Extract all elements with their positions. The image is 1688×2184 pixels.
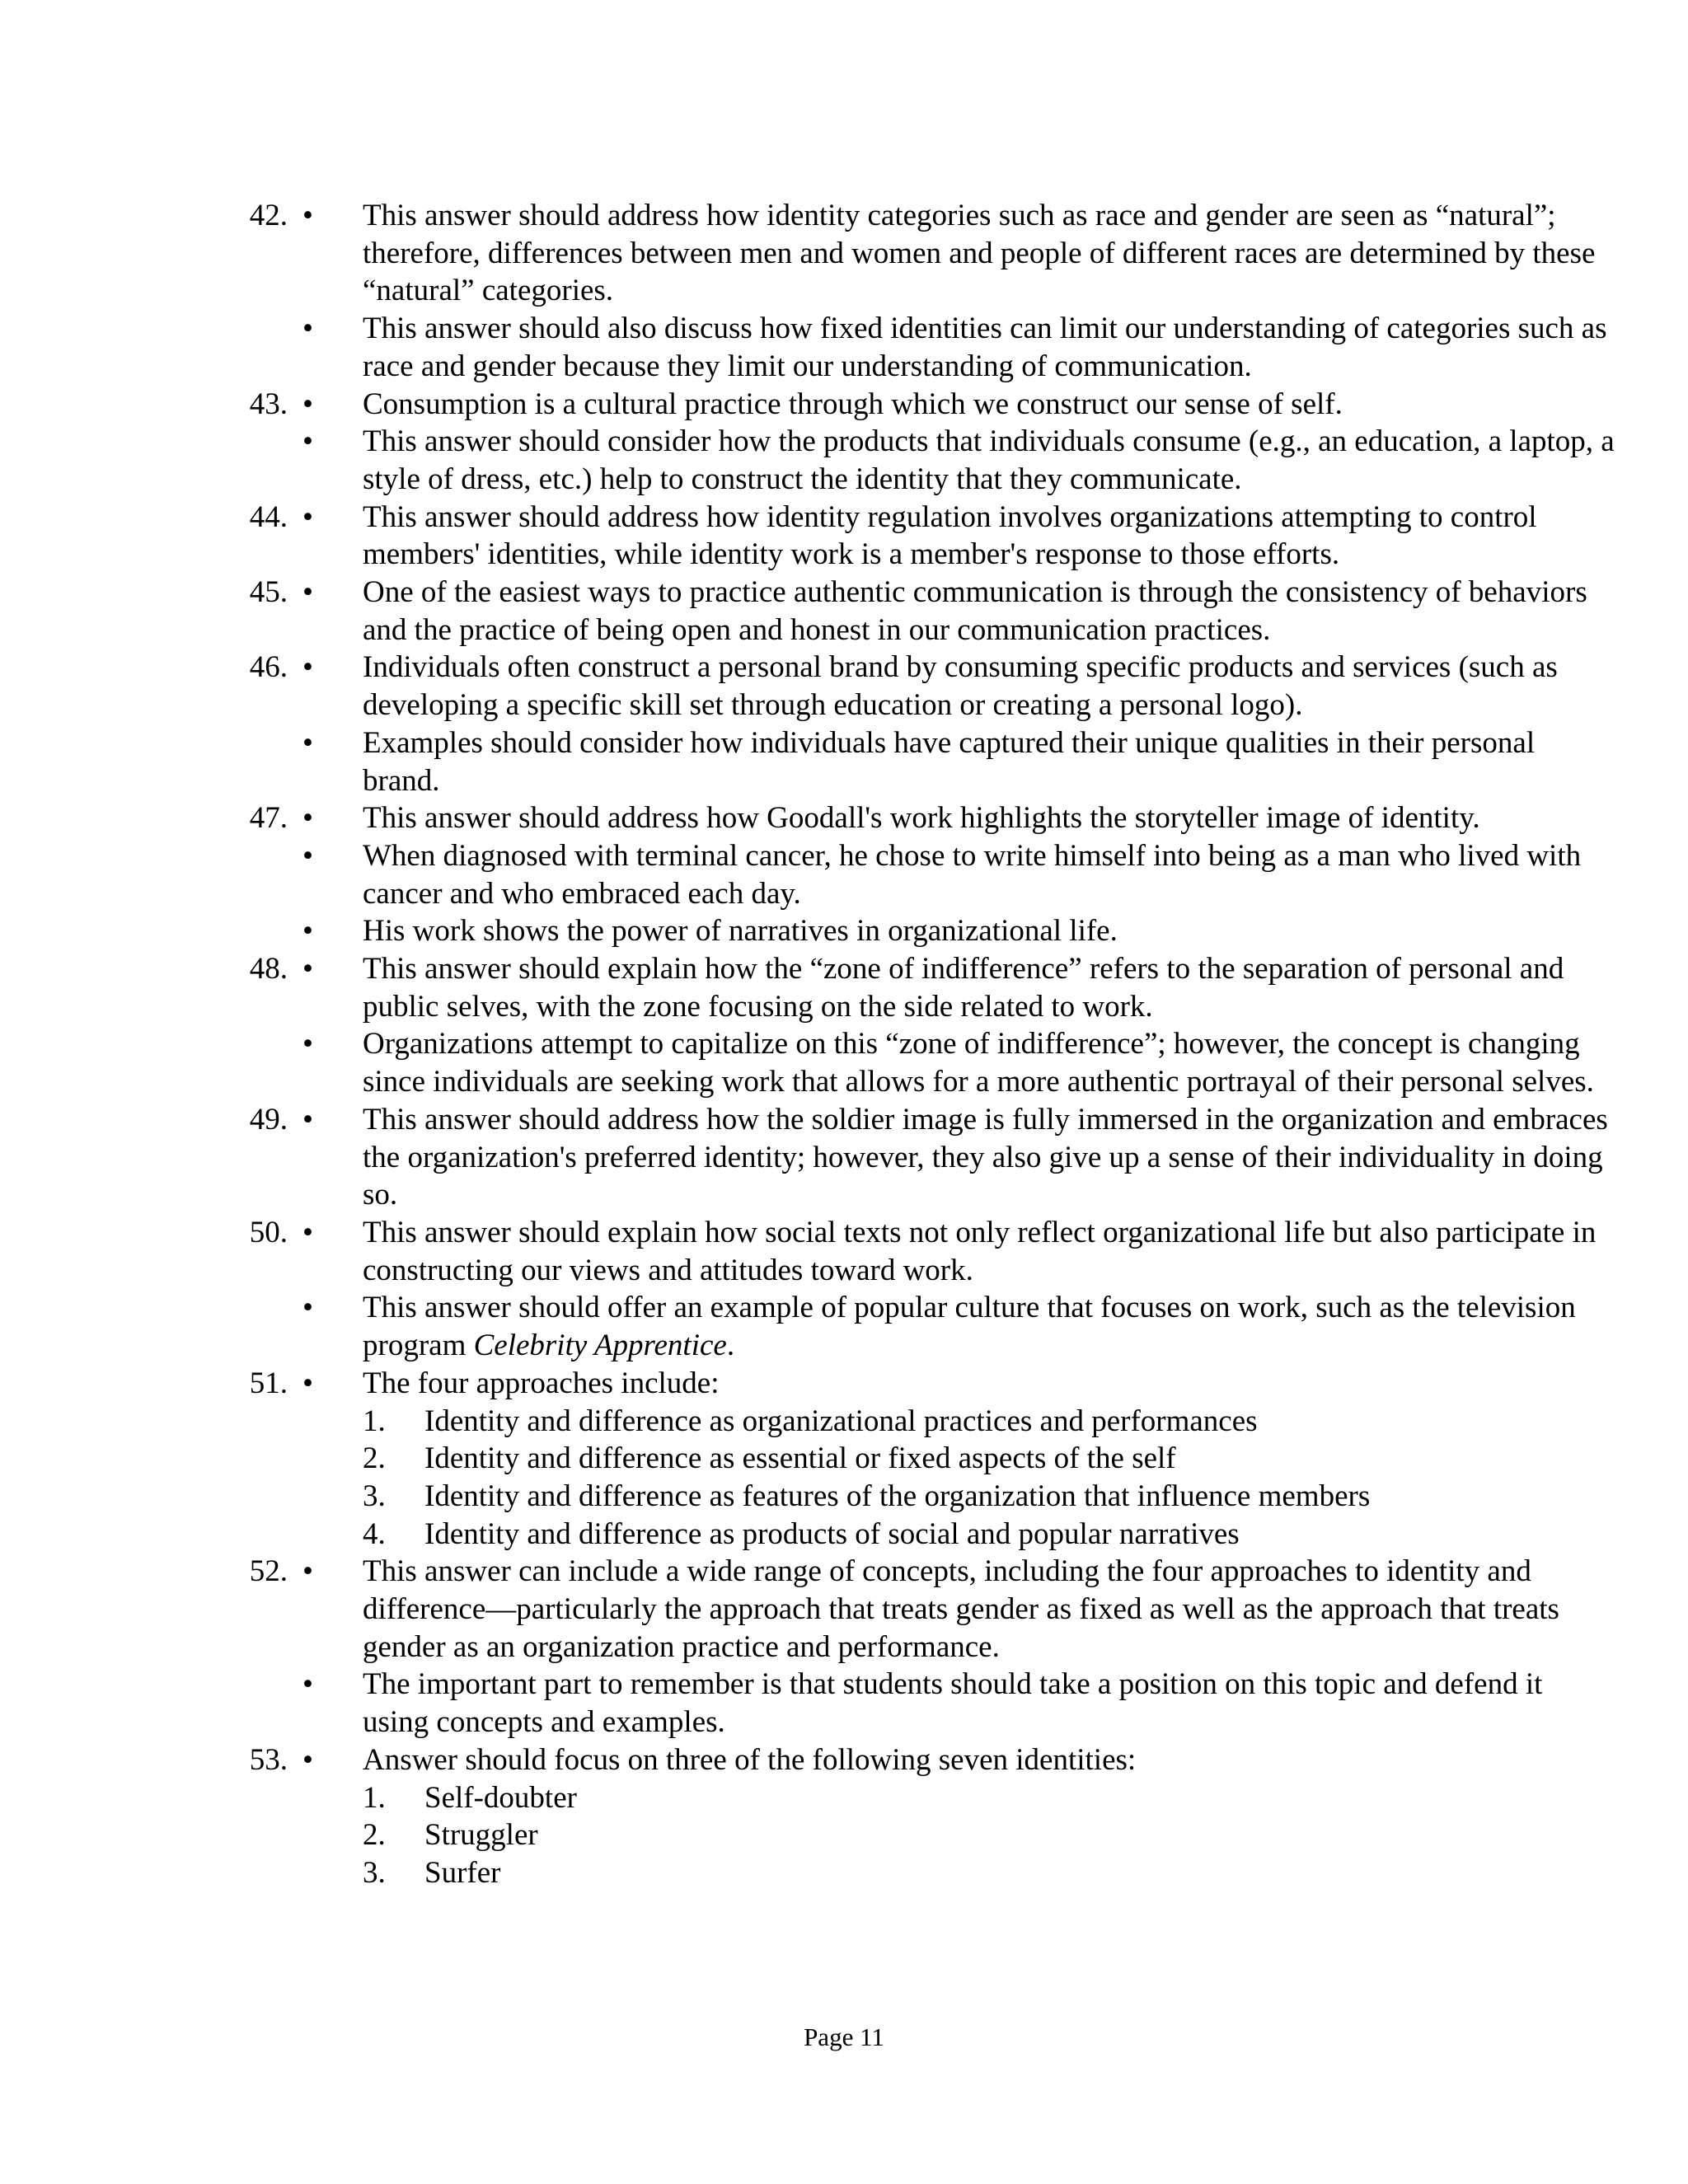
answer-text: This answer should explain how social texts not only reflect organizational life but also participate in constructing our views and attitudes toward work. xyxy=(363,1215,1597,1287)
answer-text: One of the easiest ways to practice authentic communication is through the consistency of behaviors and the practice of being open and honest in our communication practices. xyxy=(363,575,1587,647)
answer-text: His work shows the power of narratives in organizational life. xyxy=(363,914,1118,949)
answer-48-bullet-2 xyxy=(0,1025,1688,1100)
answer-text: Organizations attempt to capitalize on this “zone of indifference”; however, the concept is changing since individuals are seeking work that allows for a more authentic portrayal of their personal selves. xyxy=(363,1027,1594,1099)
bullet-icon: • xyxy=(302,725,313,760)
answer-text: Consumption is a cultural practice through which we construct our sense of self. xyxy=(363,387,1343,421)
list-item-number: 2. xyxy=(363,1818,386,1853)
answer-43-bullet-1 xyxy=(0,386,1688,424)
answer-42-bullet-1 xyxy=(0,197,1688,310)
answer-text: This answer should explain how the “zone of indifference” refers to the separation of personal and public selves, with the zone focusing on the side related to work. xyxy=(363,952,1564,1024)
bullet-icon: • xyxy=(302,199,313,232)
answer-text: Examples should consider how individuals have captured their unique qualities in their personal brand. xyxy=(363,725,1536,798)
answer-52-bullet-1 xyxy=(0,1553,1688,1666)
list-item-text: Identity and difference as organizational practices and performances xyxy=(424,1404,1258,1438)
list-item-text: Surfer xyxy=(424,1855,501,1890)
numbered-list-item xyxy=(0,1440,1688,1478)
answer-49-bullet-1 xyxy=(0,1101,1688,1214)
answer-text: The important part to remember is that students should take a position on this topic and defend it using concepts and examples. xyxy=(363,1667,1543,1740)
bullet-icon: • xyxy=(302,387,313,421)
answer-48-bullet-1 xyxy=(0,950,1688,1025)
answer-number: 48. xyxy=(249,952,288,987)
bullet-icon: • xyxy=(302,1102,313,1137)
answer-text: This answer should address how identity regulation involves organizations attempting to control members' identities, while identity work is a member's response to those efforts. xyxy=(363,499,1537,572)
list-item-number: 3. xyxy=(363,1855,386,1890)
answer-text-suffix: . xyxy=(726,1329,735,1363)
bullet-icon: • xyxy=(302,499,313,534)
answer-50-bullet-1 xyxy=(0,1214,1688,1289)
bullet-icon: • xyxy=(302,312,313,346)
list-item-number: 2. xyxy=(363,1441,386,1476)
answer-text: This answer should also discuss how fixed identities can limit our understanding of categories such as race and gender because they limit our understanding of communication. xyxy=(363,312,1607,383)
numbered-list-item xyxy=(0,1816,1688,1854)
answer-text: Answer should focus on three of the following seven identities: xyxy=(363,1742,1137,1777)
answer-number: 52. xyxy=(249,1554,288,1589)
answer-text: Individuals often construct a personal brand by consuming specific products and services (such as developing a specific skill set through education or creating a personal logo). xyxy=(363,650,1558,723)
answer-44-bullet-1 xyxy=(0,499,1688,574)
answer-text: This answer should address how Goodall's work highlights the storyteller image of identity. xyxy=(363,801,1480,836)
answer-46-bullet-1 xyxy=(0,649,1688,724)
answer-number: 47. xyxy=(249,801,288,836)
answer-text: The four approaches include: xyxy=(363,1366,720,1400)
bullet-icon: • xyxy=(302,1554,313,1589)
answer-46-bullet-2 xyxy=(0,724,1688,799)
answer-number: 45. xyxy=(249,575,288,610)
answer-list xyxy=(0,197,1688,1892)
list-item-text: Identity and difference as products of social and popular narratives xyxy=(424,1516,1240,1551)
list-item-number: 4. xyxy=(363,1516,386,1551)
bullet-icon: • xyxy=(302,838,313,873)
list-item-number: 1. xyxy=(363,1404,386,1438)
answer-number: 46. xyxy=(249,650,288,685)
bullet-icon: • xyxy=(302,952,313,987)
bullet-icon: • xyxy=(302,575,313,610)
answer-51-bullet-1 xyxy=(0,1365,1688,1403)
bullet-icon: • xyxy=(302,1027,313,1062)
answer-52-bullet-2 xyxy=(0,1666,1688,1741)
bullet-icon: • xyxy=(302,1742,313,1777)
answer-number: 51. xyxy=(249,1366,288,1400)
list-item-text: Identity and difference as features of the organization that influence members xyxy=(424,1479,1371,1513)
answer-45-bullet-1 xyxy=(0,574,1688,649)
answer-number: 49. xyxy=(249,1102,288,1137)
answer-42-bullet-2 xyxy=(0,310,1688,385)
bullet-icon: • xyxy=(302,1291,313,1325)
bullet-icon: • xyxy=(302,1667,313,1702)
list-item-text: Struggler xyxy=(424,1818,538,1853)
answer-number: 53. xyxy=(249,1742,288,1777)
answer-number: 44. xyxy=(249,499,288,534)
numbered-list-item xyxy=(0,1854,1688,1892)
answer-43-bullet-2 xyxy=(0,423,1688,498)
list-item-number: 3. xyxy=(363,1479,386,1513)
answer-47-bullet-1 xyxy=(0,799,1688,837)
answer-number: 50. xyxy=(249,1215,288,1249)
numbered-list-item xyxy=(0,1516,1688,1554)
bullet-icon: • xyxy=(302,914,313,949)
answer-50-bullet-2 xyxy=(0,1289,1688,1364)
answer-text xyxy=(363,1289,1615,1364)
answer-number: 42. xyxy=(249,199,288,232)
answer-number: 43. xyxy=(249,387,288,421)
bullet-icon: • xyxy=(302,1366,313,1400)
numbered-list-item xyxy=(0,1478,1688,1516)
program-title: Celebrity Apprentice xyxy=(473,1329,727,1363)
answer-text: This answer can include a wide range of concepts, including the four approaches to identity and difference—particularly the approach that treats gender as fixed as well as the approach that treats gender as an organization practice and performance. xyxy=(363,1554,1559,1664)
answer-47-bullet-2 xyxy=(0,837,1688,912)
numbered-list-item xyxy=(0,1779,1688,1817)
list-item-text: Self-doubter xyxy=(424,1780,577,1815)
answer-text: This answer should address how identity categories such as race and gender are seen as “natural”; therefore, differences between men and women and people of different races are determined by these “natural” categories. xyxy=(363,199,1596,308)
answer-text-lead: This answer should offer an example of popular culture that focuses on work, such as the television program xyxy=(363,1291,1576,1363)
bullet-icon: • xyxy=(302,1215,313,1249)
page-number: Page 11 xyxy=(804,2022,884,2051)
answer-text: This answer should consider how the products that individuals consume (e.g., an education, a laptop, a style of dress, etc.) help to construct the identity that they communicate. xyxy=(363,424,1615,496)
answer-47-bullet-3 xyxy=(0,912,1688,950)
answer-text: When diagnosed with terminal cancer, he chose to write himself into being as a man who lived with cancer and who embraced each day. xyxy=(363,838,1582,911)
bullet-icon: • xyxy=(302,650,313,685)
answer-53-bullet-1 xyxy=(0,1741,1688,1779)
numbered-list-item xyxy=(0,1403,1688,1441)
list-item-text: Identity and difference as essential or fixed aspects of the self xyxy=(424,1441,1176,1476)
bullet-icon: • xyxy=(302,424,313,459)
list-item-number: 1. xyxy=(363,1780,386,1815)
answer-text: This answer should address how the soldier image is fully immersed in the organization and embraces the organization's preferred identity; however, they also give up a sense of their individuality in doing so. xyxy=(363,1102,1608,1212)
bullet-icon: • xyxy=(302,801,313,836)
